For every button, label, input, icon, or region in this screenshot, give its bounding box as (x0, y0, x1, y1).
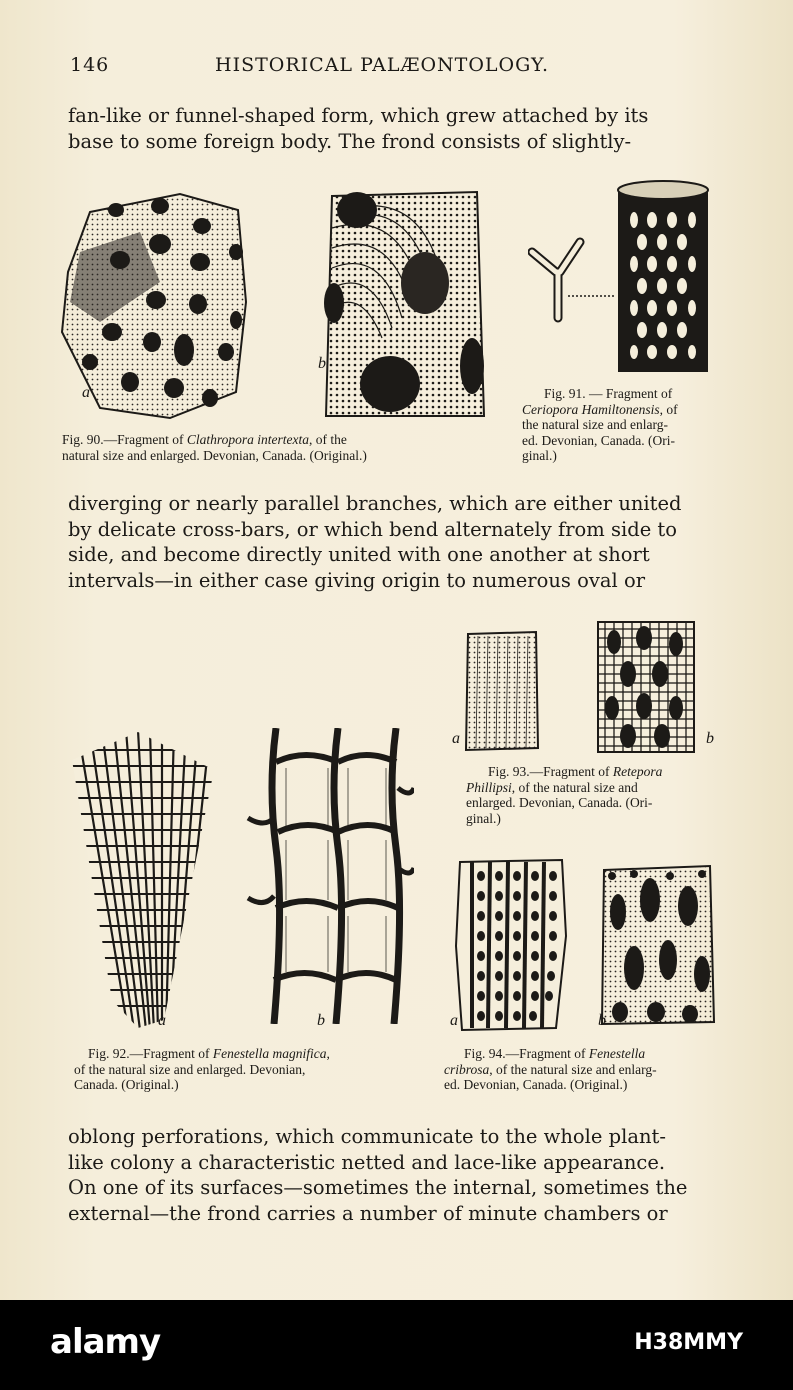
caption-italic: Fenestella magnifica (212, 1046, 327, 1061)
fig93-label-b: b (706, 730, 714, 747)
fig90-caption (62, 432, 507, 463)
text-line: base to some foreign body. The frond consists of slightly- (68, 129, 632, 153)
fig93-label-a: a (452, 730, 460, 747)
text-line: like colony a characteristic netted and lace-like appearance. (68, 1150, 666, 1174)
fig94a-illustration (452, 856, 570, 1032)
caption-line: ed. Devonian, Canada. (Original.) (444, 1077, 628, 1092)
caption-rest: , of the natural size and (511, 779, 638, 795)
caption-lead: Fig. 90.—Fragment of (62, 432, 187, 447)
fig94b-illustration (598, 864, 718, 1026)
fig92a-illustration (68, 730, 218, 1030)
caption-line (466, 764, 720, 780)
caption-lead: Fig. 94.—Fragment of (464, 1046, 589, 1061)
caption-line: ginal.) (466, 810, 501, 826)
text-line: fan-like or funnel-shaped form, which grew attached by its (68, 104, 649, 127)
caption-italic: Fenestella (588, 1046, 646, 1061)
image-id: H38MMY (634, 1330, 743, 1355)
text-line: side, and become directly united with one another at short (68, 543, 650, 566)
caption-rest: , of the natural size and enlarg- (489, 1061, 657, 1077)
text-line: by delicate cross-bars, or which bend alternately from side to (68, 517, 678, 541)
caption-lead: Fig. 93.—Fragment of (488, 764, 613, 779)
caption-line (74, 1046, 430, 1062)
caption-line (522, 402, 732, 418)
fig93b-illustration (596, 620, 696, 754)
caption-line: the natural size and enlarg- (522, 417, 668, 432)
running-title: HISTORICAL PALÆONTOLOGY. (215, 54, 550, 76)
text-line: diverging or nearly parallel branches, which are either united (68, 492, 682, 515)
caption-line (444, 1046, 730, 1062)
caption-italic: Ceriopora Hamiltonensis (522, 401, 660, 417)
text-line: external—the frond carries a number of minute chambers or (68, 1201, 668, 1225)
text-line: On one of its surfaces—sometimes the internal, sometimes the (68, 1176, 688, 1199)
caption-line: enlarged. Devonian, Canada. (Ori- (466, 795, 653, 810)
fig92-label-b: b (317, 1012, 325, 1029)
caption-line: natural size and enlarged. Devonian, Canada. (Original.) (62, 447, 367, 463)
fig91-illustration (528, 180, 713, 376)
fig93-caption (466, 764, 720, 826)
caption-rest: , of (659, 401, 678, 417)
fig90-label-b: b (318, 355, 326, 372)
fig93a-illustration (462, 630, 542, 752)
caption-italic: Clathropora intertexta (186, 432, 309, 447)
caption-line (444, 1062, 730, 1078)
caption-lead: Fig. 92.—Fragment of (88, 1046, 213, 1061)
fig90b-illustration (322, 188, 487, 420)
fig92-label-a: a (158, 1012, 166, 1029)
fig91-caption (522, 386, 732, 464)
text-line: intervals—in either case giving origin to numerous oval or (68, 568, 646, 592)
alamy-logo: alamy (50, 1322, 161, 1362)
caption-line: ed. Devonian, Canada. (Ori- (522, 432, 675, 448)
caption-line: Fig. 91. — Fragment of (544, 386, 673, 401)
paragraph-3 (68, 1124, 718, 1226)
caption-line: ginal.) (522, 448, 557, 463)
caption-italic: Phillipsi (466, 779, 512, 795)
caption-line: Canada. (Original.) (74, 1077, 179, 1092)
paragraph-1 (68, 103, 718, 154)
caption-line (466, 780, 720, 796)
caption-italic: Retepora (612, 764, 663, 779)
fig94-label-a: a (450, 1012, 458, 1029)
caption-rest: , of the (309, 432, 347, 447)
stock-photo-footer (0, 1300, 793, 1390)
fig94-caption (444, 1046, 730, 1093)
fig90-label-a: a (82, 384, 90, 401)
fig94-label-b: b (598, 1012, 606, 1029)
caption-line: of the natural size and enlarged. Devonian, (74, 1061, 306, 1077)
page-number: 146 (70, 54, 110, 76)
caption-italic: cribrosa (444, 1061, 490, 1077)
paragraph-2 (68, 491, 718, 593)
page-header (70, 50, 720, 90)
caption-rest: , (326, 1046, 330, 1061)
fig92-caption (74, 1046, 430, 1093)
caption-line (62, 432, 507, 448)
fig92b-illustration (246, 728, 414, 1024)
text-line: oblong perforations, which communicate to the whole plant- (68, 1125, 666, 1148)
